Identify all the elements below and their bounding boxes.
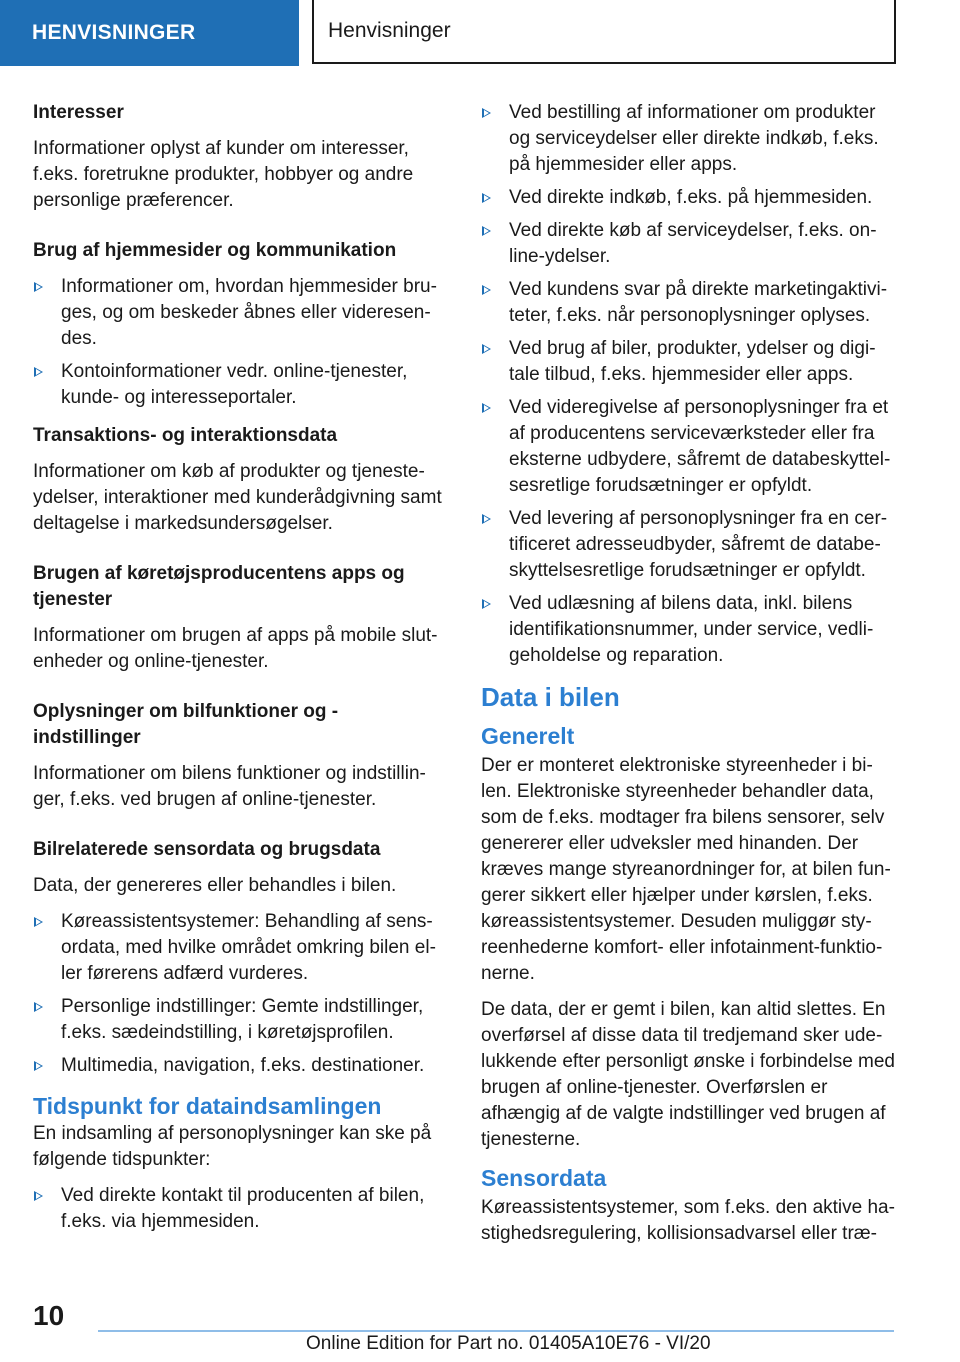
section-tab: HENVISNINGER: [0, 0, 299, 66]
triangle-bullet-icon: [482, 599, 491, 609]
bullet-list: [33, 1183, 445, 1235]
left-column: [33, 100, 445, 1247]
paragraph-general-1: Der er monteret elektroniske styreenheder i bilen. Elektroniske styreenheder behandler data, som de f.eks. modtager fra bilens sensorer, selv genererer eller udveksler med hinanden. Der kræves mange styreanordninger for, at bilen fungerer sikkert eller hjælper under kørslen, f.eks. køreassistentsystemer. Desuden muliggør styreenhederne komfort- eller infotainment-funktionerne.: [481, 755, 891, 984]
page-title: Henvisninger: [312, 0, 896, 64]
paragraph-sensor-usage: Data, der genereres eller behandles i bilen.: [33, 875, 397, 896]
bullet-list: [33, 909, 445, 1079]
section-heading-car-data: Data i bilen: [481, 682, 620, 712]
footer-divider: [98, 1330, 894, 1332]
bullet-list: [33, 274, 445, 411]
paragraph-sensor-data: Køreassistentsystemer, som f.eks. den aktive hastighedsregulering, kollisionsadvarsel eller træ-: [481, 1197, 895, 1244]
paragraph-apps: Informationer om brugen af apps på mobile slutenheder og online-tjenester.: [33, 625, 438, 672]
list-item: Ved videregivelse af personoplysninger fra et af producentens serviceværksteder eller fra eksterne udbydere, såfremt de databeskyttelsesretlige forudsætninger er opfyldt.: [481, 395, 896, 499]
paragraph-interests: Informationer oplyst af kunder om interesser, f.eks. foretrukne produkter, hobbyer og andre personlige præferencer.: [33, 138, 414, 211]
list-item: Ved direkte indkøb, f.eks. på hjemmesiden.: [481, 185, 896, 211]
list-item: Ved levering af personoplysninger fra en certificeret adresseudbyder, såfremt de databeskyttelsesretlige forudsætninger er opfyldt.: [481, 506, 896, 584]
subsection-heading-general: Generelt: [481, 723, 575, 749]
subheading-apps: Brugen af køretøjsproducentens apps og tjenester: [33, 563, 405, 610]
paragraph-car-functions: Informationer om bilens funktioner og indstillinger, f.eks. ved brugen af online-tjenester.: [33, 763, 426, 810]
subheading-web-usage: Brug af hjemmesider og kommunikation: [33, 240, 397, 261]
subheading-transactions: Transaktions- og interaktionsdata: [33, 425, 338, 446]
paragraph-transactions: Informationer om køb af produkter og tjenesteydelser, interaktioner med kunderådgivning samt deltagelse i markedsundersøgelser.: [33, 461, 442, 534]
triangle-bullet-icon: [34, 282, 43, 292]
list-item: Ved kundens svar på direkte marketingaktiviteter, f.eks. når personoplysninger oplyses.: [481, 277, 896, 329]
triangle-bullet-icon: [482, 108, 491, 118]
triangle-bullet-icon: [482, 514, 491, 524]
subsection-heading-sensor-data: Sensordata: [481, 1165, 607, 1191]
triangle-bullet-icon: [482, 226, 491, 236]
triangle-bullet-icon: [482, 285, 491, 295]
triangle-bullet-icon: [34, 1002, 43, 1012]
list-item: Ved brug af biler, produkter, ydelser og digitale tilbud, f.eks. hjemmesider eller apps.: [481, 336, 896, 388]
right-column: [481, 100, 896, 1257]
triangle-bullet-icon: [482, 344, 491, 354]
list-item: Køreassistentsystemer: Behandling af sensordata, med hvilke området omkring bilen eller førerens adfærd vurderes.: [33, 909, 445, 987]
subheading-interests: Interesser: [33, 102, 124, 123]
list-item: Multimedia, navigation, f.eks. destinationer.: [33, 1053, 445, 1079]
triangle-bullet-icon: [34, 367, 43, 377]
list-item: Ved bestilling af informationer om produkter og serviceydelser eller direkte indkøb, f.eks. på hjemmesider eller apps.: [481, 100, 896, 178]
list-item: Ved udlæsning af bilens data, inkl. bilens identifikationsnummer, under service, vedligeholdelse og reparation.: [481, 591, 896, 669]
footer-edition-text: Online Edition for Part no. 01405A10E76 - VI/20: [306, 1333, 711, 1354]
triangle-bullet-icon: [482, 403, 491, 413]
triangle-bullet-icon: [34, 917, 43, 927]
subheading-sensor-usage: Bilrelaterede sensordata og brugsdata: [33, 839, 381, 860]
list-item: Personlige indstillinger: Gemte indstillinger, f.eks. sædeindstilling, i køretøjsprofilen.: [33, 994, 445, 1046]
paragraph-collection-time: En indsamling af personoplysninger kan ske på følgende tidspunkter:: [33, 1123, 432, 1170]
triangle-bullet-icon: [482, 193, 491, 203]
page-number: 10: [33, 1300, 65, 1331]
list-item: Ved direkte køb af serviceydelser, f.eks. online-ydelser.: [481, 218, 896, 270]
paragraph-general-2: De data, der er gemt i bilen, kan altid slettes. En overførsel af disse data til tredjemand sker udelukkende efter personligt ønske i forbindelse med brugen af online-tjenester. Overførslen er afhængig af de valgte indstillinger ved brugen af tjenesterne.: [481, 999, 896, 1150]
bullet-list: [481, 100, 896, 669]
triangle-bullet-icon: [34, 1061, 43, 1071]
triangle-bullet-icon: [34, 1191, 43, 1201]
list-item: Ved direkte kontakt til producenten af bilen, f.eks. via hjemmesiden.: [33, 1183, 445, 1235]
section-heading-collection-time: Tidspunkt for dataindsamlingen: [33, 1093, 382, 1119]
list-item: Kontoinformationer vedr. online-tjenester, kunde- og interesseportaler.: [33, 359, 445, 411]
subheading-car-functions: Oplysninger om bilfunktioner og -indstillinger: [33, 701, 339, 748]
list-item: Informationer om, hvordan hjemmesider bruges, og om beskeder åbnes eller videresendes.: [33, 274, 445, 352]
